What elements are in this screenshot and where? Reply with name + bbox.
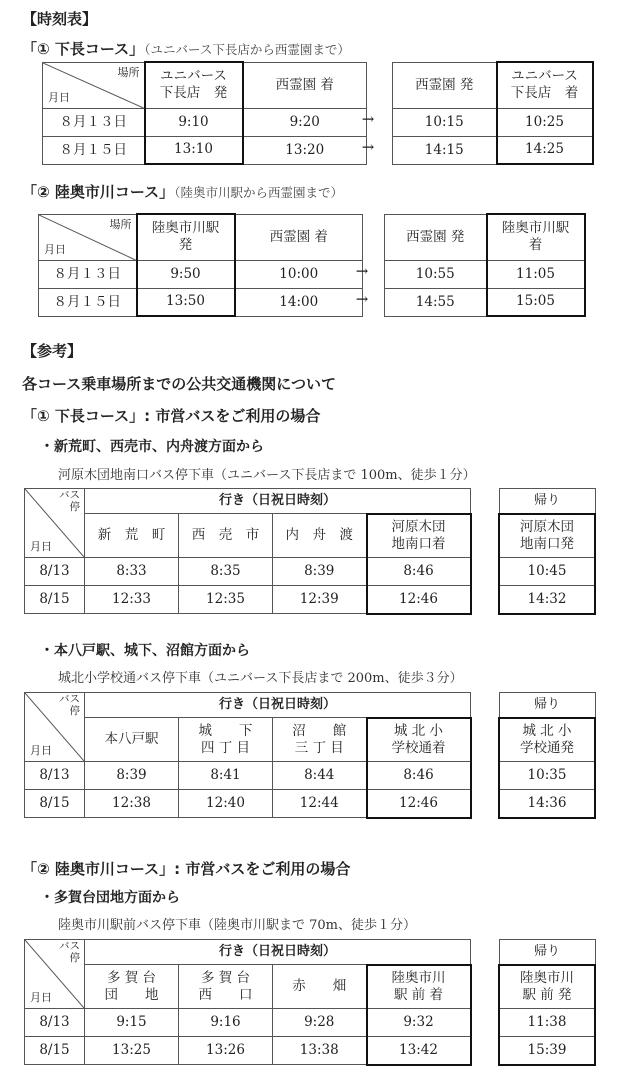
ref1-title: 「① 下長コース」: 市営バスをご利用の場合 — [22, 407, 321, 425]
corner-label-date: 月日 — [44, 242, 66, 256]
time-cell: 14:25 — [497, 136, 593, 164]
reference-title: 各コース乗車場所までの公共交通機関について — [22, 375, 336, 393]
time-cell: 8:46 — [367, 558, 471, 586]
corner-label-date: 月日 — [30, 744, 52, 758]
return-label: 帰り — [499, 940, 595, 965]
busC-corner-cell — [25, 940, 85, 1009]
time-cell: 8:39 — [273, 558, 367, 586]
busB-return-table — [498, 692, 596, 819]
time-cell: 10:45 — [499, 558, 595, 586]
corner-label-stop: バス 停 — [59, 489, 80, 513]
time-cell: 13:25 — [85, 1037, 179, 1065]
time-cell: 10:25 — [497, 108, 593, 136]
course2-ret-arr-header: 陸奥市川駅 着 — [487, 214, 585, 260]
time-cell: 11:38 — [499, 1009, 595, 1037]
busA-return-table — [498, 488, 596, 615]
time-cell: 12:39 — [273, 586, 367, 614]
time-cell: 8:33 — [85, 558, 179, 586]
time-cell: 15:39 — [499, 1037, 595, 1065]
time-cell: 12:38 — [85, 790, 179, 818]
course2-ret-dep-header: 西霊園 発 — [385, 214, 487, 260]
ref2-title: 「② 陸奥市川コース」: 市営バスをご利用の場合 — [22, 860, 351, 878]
busA-direction: ・新荒町、西売市、内舟渡方面から — [40, 439, 264, 455]
course1-corner-cell — [43, 62, 145, 108]
time-cell: 13:10 — [145, 136, 243, 164]
return-stop-header: 城 北 小 学校通発 — [499, 718, 595, 762]
timetable-heading: 【時刻表】 — [22, 10, 98, 28]
date-cell: ８月１５日 — [39, 288, 137, 316]
time-cell: 8:35 — [179, 558, 273, 586]
stop-header: 多 賀 台 団 地 — [85, 965, 179, 1009]
arrow-icon: → — [355, 290, 369, 308]
busA-info: 河原木団地南口バス停下車（ユニバース下長店まで 100m、徒歩１分） — [58, 468, 476, 483]
corner-label-stop: バス 停 — [59, 940, 80, 964]
time-cell: 9:20 — [243, 108, 367, 136]
time-cell: 10:00 — [235, 260, 363, 288]
return-stop-header: 河原木団 地南口発 — [499, 514, 595, 558]
date-cell: 8/15 — [25, 790, 85, 818]
time-cell: 10:15 — [393, 108, 497, 136]
time-cell: 9:10 — [145, 108, 243, 136]
time-cell: 9:32 — [367, 1009, 471, 1037]
busB-corner-cell — [25, 693, 85, 762]
arrival-stop-header: 城 北 小 学校通着 — [367, 718, 471, 762]
time-cell: 9:15 — [85, 1009, 179, 1037]
busB-outbound-table — [24, 692, 472, 819]
course2-note: （陸奥市川駅から西霊園まで） — [174, 185, 343, 200]
time-cell: 9:16 — [179, 1009, 273, 1037]
course1-outbound-table — [42, 61, 367, 165]
stop-header: 城 下 四 丁 目 — [179, 718, 273, 762]
time-cell: 14:15 — [393, 136, 497, 164]
corner-label-date: 月日 — [30, 540, 52, 554]
course2-return-table — [384, 213, 586, 317]
outbound-label: 行き（日祝日時刻） — [85, 940, 471, 965]
date-cell: ８月１５日 — [43, 136, 145, 164]
time-cell: 10:35 — [499, 762, 595, 790]
return-label: 帰り — [499, 693, 595, 718]
busC-info: 陸奥市川駅前バス停下車（陸奥市川駅まで 70m、徒歩１分） — [58, 918, 417, 933]
time-cell: 12:33 — [85, 586, 179, 614]
busB-direction: ・本八戸駅、城下、沼館方面から — [40, 643, 250, 659]
time-cell: 13:38 — [273, 1037, 367, 1065]
time-cell: 8:46 — [367, 762, 471, 790]
course1-return-table — [392, 61, 594, 165]
time-cell: 14:36 — [499, 790, 595, 818]
time-cell: 13:42 — [367, 1037, 471, 1065]
time-cell: 11:05 — [487, 260, 585, 288]
time-cell: 14:32 — [499, 586, 595, 614]
time-cell: 12:35 — [179, 586, 273, 614]
course2-name: 「② 陸奥市川コース」 — [22, 183, 175, 201]
arrival-stop-header: 陸奥市川 駅 前 着 — [367, 965, 471, 1009]
time-cell: 8:44 — [273, 762, 367, 790]
arrival-stop-header: 河原木団 地南口着 — [367, 514, 471, 558]
course1-dep-header: ユニバース 下長店 発 — [145, 62, 243, 108]
time-cell: 12:46 — [367, 586, 471, 614]
time-cell: 12:40 — [179, 790, 273, 818]
arrow-icon: → — [355, 262, 369, 280]
time-cell: 14:55 — [385, 288, 487, 316]
busB-info: 城北小学校通バス停下車（ユニバース下長店まで 200m、徒歩３分） — [58, 671, 463, 686]
stop-header: 赤 畑 — [273, 965, 367, 1009]
date-cell: ８月１３日 — [39, 260, 137, 288]
time-cell: 15:05 — [487, 288, 585, 316]
date-cell: 8/13 — [25, 558, 85, 586]
course1-arr-header: 西霊園 着 — [243, 62, 367, 108]
course2-title — [22, 181, 343, 202]
stop-header: 沼 館 三 丁 目 — [273, 718, 367, 762]
time-cell: 14:00 — [235, 288, 363, 316]
course1-ret-arr-header: ユニバース 下長店 着 — [497, 62, 593, 108]
course1-title — [22, 38, 350, 59]
outbound-label: 行き（日祝日時刻） — [85, 489, 471, 514]
date-cell: 8/15 — [25, 1037, 85, 1065]
time-cell: 9:28 — [273, 1009, 367, 1037]
stop-header: 西 売 市 — [179, 514, 273, 558]
course2-corner-cell — [39, 214, 137, 260]
date-cell: 8/13 — [25, 762, 85, 790]
time-cell: 8:41 — [179, 762, 273, 790]
outbound-label: 行き（日祝日時刻） — [85, 693, 471, 718]
busA-outbound-table — [24, 488, 472, 615]
course1-note: （ユニバース下長店から西霊園まで） — [144, 42, 350, 57]
arrow-icon: → — [361, 110, 375, 128]
busA-corner-cell — [25, 489, 85, 558]
time-cell: 12:46 — [367, 790, 471, 818]
reference-heading: 【参考】 — [22, 342, 83, 360]
time-cell: 13:20 — [243, 136, 367, 164]
stop-header: 新 荒 町 — [85, 514, 179, 558]
course1-ret-dep-header: 西霊園 発 — [393, 62, 497, 108]
corner-label-date: 月日 — [48, 90, 70, 104]
date-cell: ８月１３日 — [43, 108, 145, 136]
stop-header: 本八戸駅 — [85, 718, 179, 762]
course1-name: 「① 下長コース」 — [22, 40, 145, 58]
time-cell: 9:50 — [137, 260, 235, 288]
time-cell: 12:44 — [273, 790, 367, 818]
time-cell: 13:50 — [137, 288, 235, 316]
corner-label-place: 場所 — [109, 217, 132, 231]
course2-outbound-table — [38, 213, 363, 317]
time-cell: 13:26 — [179, 1037, 273, 1065]
busC-return-table — [498, 939, 596, 1066]
time-cell: 8:39 — [85, 762, 179, 790]
date-cell: 8/15 — [25, 586, 85, 614]
course2-arr-header: 西霊園 着 — [235, 214, 363, 260]
corner-label-place: 場所 — [117, 65, 140, 79]
busC-outbound-table — [24, 939, 472, 1066]
course2-dep-header: 陸奥市川駅 発 — [137, 214, 235, 260]
busC-direction: ・多賀台団地方面から — [40, 890, 180, 906]
return-label: 帰り — [499, 489, 595, 514]
time-cell: 10:55 — [385, 260, 487, 288]
corner-label-date: 月日 — [30, 991, 52, 1005]
return-stop-header: 陸奥市川 駅 前 発 — [499, 965, 595, 1009]
stop-header: 内 舟 渡 — [273, 514, 367, 558]
date-cell: 8/13 — [25, 1009, 85, 1037]
stop-header: 多 賀 台 西 口 — [179, 965, 273, 1009]
arrow-icon: → — [361, 138, 375, 156]
corner-label-stop: バス 停 — [59, 693, 80, 717]
